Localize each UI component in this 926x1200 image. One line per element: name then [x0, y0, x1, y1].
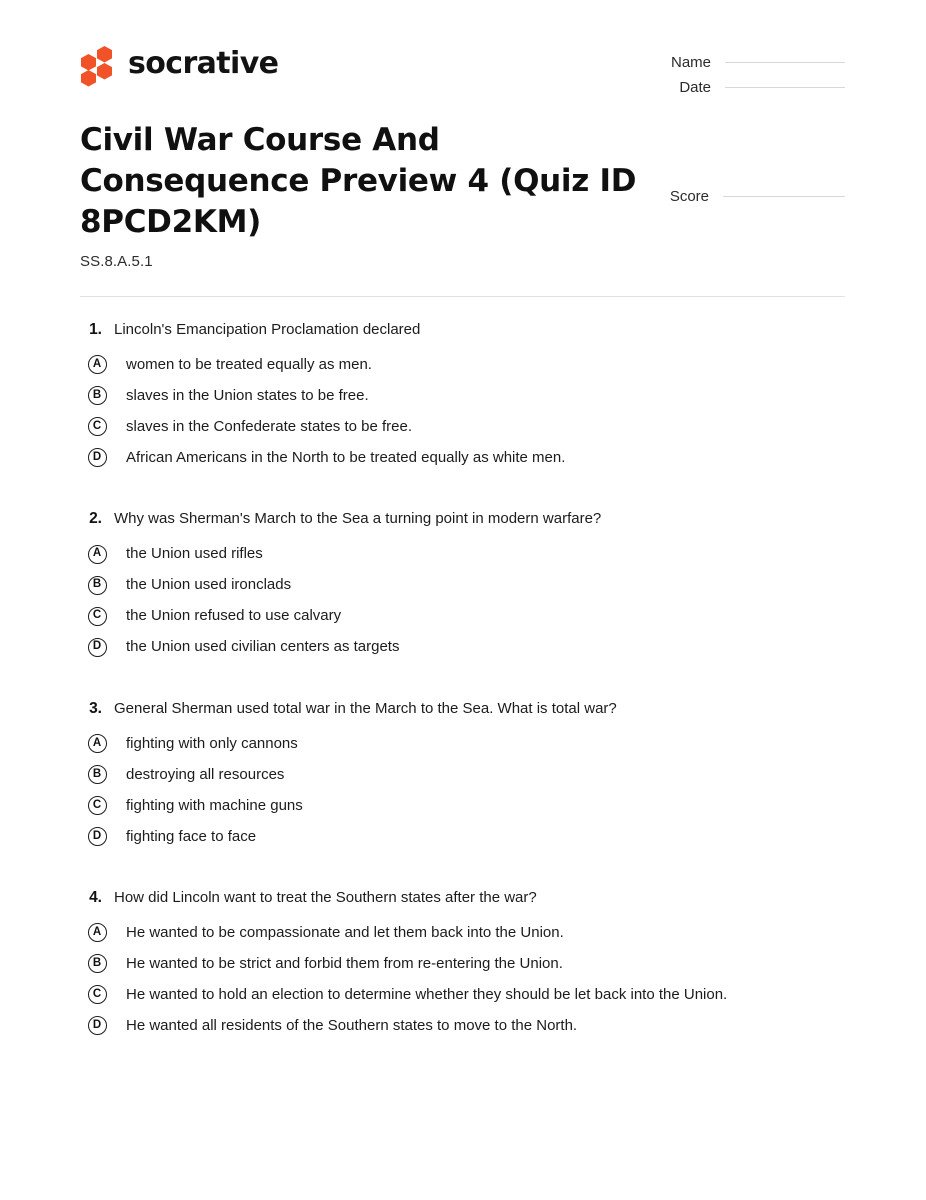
- answer-letter-circle[interactable]: D: [88, 448, 107, 467]
- answer-text: the Union refused to use calvary: [126, 607, 342, 625]
- header-divider: [80, 296, 845, 297]
- question-header: [80, 888, 880, 908]
- name-field-row: [665, 52, 845, 73]
- question-text: Why was Sherman's March to the Sea a turning point in modern warfare?: [114, 510, 602, 528]
- score-label: Score: [669, 188, 709, 205]
- answer-bullet[interactable]: [80, 386, 114, 405]
- answer-bullet[interactable]: [80, 796, 114, 815]
- question-number: 4.: [89, 888, 102, 906]
- date-field-row: [665, 77, 845, 98]
- answer-bullet[interactable]: [80, 1016, 114, 1035]
- answer-letter-circle[interactable]: C: [88, 607, 107, 626]
- score-write-in-line[interactable]: [723, 195, 845, 197]
- question-block: [80, 320, 880, 473]
- socrative-hexagon-mark-icon: [80, 46, 114, 82]
- answer-bullet[interactable]: [80, 417, 114, 436]
- title-block: [80, 120, 655, 270]
- answer-option[interactable]: [80, 411, 880, 442]
- question-block: [80, 888, 880, 1041]
- answer-option[interactable]: [80, 539, 880, 570]
- question-block: [80, 509, 880, 662]
- name-label: Name: [670, 54, 711, 71]
- answer-letter-circle[interactable]: A: [88, 545, 107, 564]
- hexagon-middle-right-icon: [97, 63, 112, 80]
- answer-letter-circle[interactable]: D: [88, 638, 107, 657]
- brand-wordmark: socrative: [128, 46, 279, 81]
- answer-text: the Union used rifles: [126, 545, 263, 563]
- answer-options: [80, 349, 880, 473]
- answer-bullet[interactable]: [80, 638, 114, 657]
- answer-letter-circle[interactable]: D: [88, 1016, 107, 1035]
- page-header: [0, 0, 926, 96]
- answer-letter-circle[interactable]: C: [88, 796, 107, 815]
- answer-letter-circle[interactable]: B: [88, 954, 107, 973]
- answer-bullet[interactable]: [80, 355, 114, 374]
- answer-letter-circle[interactable]: B: [88, 765, 107, 784]
- answer-letter-circle[interactable]: A: [88, 923, 107, 942]
- question-number: 3.: [89, 699, 102, 717]
- answer-option[interactable]: [80, 790, 880, 821]
- answer-options: [80, 728, 880, 852]
- answer-bullet[interactable]: [80, 576, 114, 595]
- answer-letter-circle[interactable]: D: [88, 827, 107, 846]
- date-write-in-line[interactable]: [725, 86, 845, 88]
- answer-option[interactable]: [80, 380, 880, 411]
- answer-option[interactable]: [80, 728, 880, 759]
- answer-option[interactable]: [80, 601, 880, 632]
- score-field-row: [670, 188, 845, 205]
- answer-text: slaves in the Confederate states to be free.: [126, 418, 413, 435]
- answer-bullet[interactable]: [80, 765, 114, 784]
- question-text: How did Lincoln want to treat the Southern states after the war?: [114, 888, 537, 906]
- answer-bullet[interactable]: [80, 734, 114, 753]
- date-label: Date: [679, 79, 711, 96]
- answer-option[interactable]: [80, 570, 880, 601]
- name-write-in-line[interactable]: [725, 61, 845, 63]
- answer-letter-circle[interactable]: C: [88, 985, 107, 1004]
- question-text: General Sherman used total war in the March to the Sea. What is total war?: [114, 699, 617, 717]
- hexagon-middle-left-icon: [81, 54, 96, 71]
- answer-letter-circle[interactable]: A: [88, 734, 107, 753]
- answer-bullet[interactable]: [80, 607, 114, 626]
- answer-bullet[interactable]: [80, 545, 114, 564]
- question-header: [80, 320, 880, 340]
- answer-text: women to be treated equally as men.: [126, 356, 372, 373]
- questions-list: [80, 320, 880, 1041]
- answer-text: He wanted all residents of the Southern states to move to the North.: [126, 1016, 578, 1034]
- quiz-standard-code: SS.8.A.5.1: [80, 252, 153, 270]
- answer-letter-circle[interactable]: B: [88, 576, 107, 595]
- answer-text: slaves in the Union states to be free.: [126, 387, 369, 404]
- answer-text: destroying all resources: [126, 765, 285, 783]
- answer-bullet[interactable]: [80, 985, 114, 1004]
- answer-text: the Union used civilian centers as targets: [126, 638, 400, 656]
- student-identity-fields: [665, 52, 845, 102]
- answer-text: the Union used ironclads: [126, 576, 292, 594]
- answer-option[interactable]: [80, 979, 880, 1010]
- answer-options: [80, 539, 880, 663]
- answer-option[interactable]: [80, 632, 880, 663]
- answer-bullet[interactable]: [80, 923, 114, 942]
- answer-letter-circle[interactable]: A: [88, 355, 107, 374]
- answer-letter-circle[interactable]: B: [88, 386, 107, 405]
- answer-option[interactable]: [80, 948, 880, 979]
- answer-text: African Americans in the North to be treated equally as white men.: [126, 449, 566, 466]
- hexagon-bottom-left-icon: [81, 70, 96, 87]
- question-header: [80, 699, 880, 719]
- hexagon-top-right-icon: [97, 46, 112, 63]
- answer-bullet[interactable]: [80, 827, 114, 846]
- answer-bullet[interactable]: [80, 954, 114, 973]
- question-text: Lincoln's Emancipation Proclamation declared: [114, 321, 421, 338]
- quiz-title: Civil War Course And Consequence Preview 4 (Quiz ID 8PCD2KM): [80, 122, 637, 241]
- answer-text: He wanted to hold an election to determine whether they should be let back into the Union.: [126, 985, 728, 1003]
- answer-text: fighting face to face: [126, 827, 257, 845]
- answer-text: He wanted to be strict and forbid them from re-entering the Union.: [126, 954, 563, 972]
- answer-text: fighting with machine guns: [126, 796, 303, 814]
- answer-letter-circle[interactable]: C: [88, 417, 107, 436]
- answer-option[interactable]: [80, 759, 880, 790]
- answer-option[interactable]: [80, 1010, 880, 1041]
- question-number: 1.: [89, 321, 102, 338]
- answer-option[interactable]: [80, 442, 880, 473]
- answer-option[interactable]: [80, 917, 880, 948]
- answer-bullet[interactable]: [80, 448, 114, 467]
- answer-text: fighting with only cannons: [126, 734, 298, 752]
- answer-text: He wanted to be compassionate and let them back into the Union.: [126, 923, 564, 941]
- answer-option[interactable]: [80, 821, 880, 852]
- question-block: [80, 699, 880, 852]
- socrative-logo: [80, 46, 278, 82]
- question-header: [80, 509, 880, 529]
- answer-options: [80, 917, 880, 1041]
- question-number: 2.: [89, 510, 102, 528]
- answer-option[interactable]: [80, 349, 880, 380]
